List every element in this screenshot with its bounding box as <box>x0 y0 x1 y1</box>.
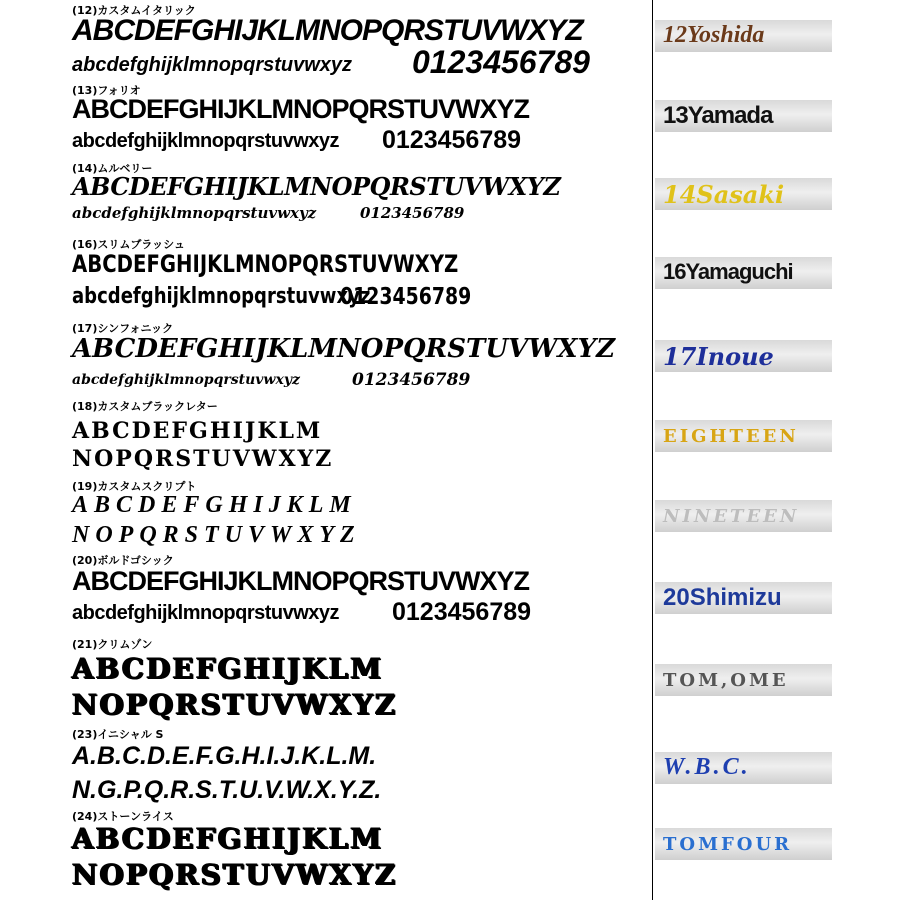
embroidery-text: TOM,OME <box>663 670 789 691</box>
specimen-label: (23)イニシャル S <box>72 728 164 741</box>
column-divider <box>652 0 653 900</box>
specimen-digits: 0123456789 <box>412 44 590 80</box>
embroidery-sample-18 <box>655 420 832 452</box>
specimen-label: (19)カスタムスクリプト <box>72 480 197 493</box>
specimen-upper: ABCDEFGHIJKLMNOPQRSTUVWXYZ <box>72 172 561 201</box>
specimen-upper: ABCDEFGHIJKLMNOPQRSTUVWXYZ <box>72 94 530 124</box>
specimen-lower: abcdefghijklmnopqrstuvwxyz <box>72 130 340 152</box>
specimen-label: (20)ボルドゴシック <box>72 554 174 567</box>
embroidery-text: 14Sasaki <box>663 180 785 209</box>
specimen-digits: 0123456789 <box>360 204 465 222</box>
specimen-digits: 0123456789 <box>392 598 532 626</box>
specimen-lower: N.G.P.Q.R.S.T.U.V.W.X.Y.Z. <box>72 776 382 804</box>
embroidery-sample-23 <box>655 752 832 784</box>
specimen-upper: ABCDEFGHIJKLMNOPQRSTUVWXYZ <box>72 566 530 596</box>
specimen-lower: NOPQRSTUVWXYZ <box>72 858 398 891</box>
specimen-label: (16)スリムブラッシュ <box>72 238 185 251</box>
specimen-digits: 0123456789 <box>340 284 472 310</box>
embroidery-text: TOMFOUR <box>663 834 793 855</box>
specimen-label: (14)ムルベリー <box>72 162 153 175</box>
specimen-upper: ABCDEFGHIJKLM <box>72 418 323 444</box>
specimen-label: (12)カスタムイタリック <box>72 4 196 17</box>
specimen-upper: ABCDEFGHIJKLMNOPQRSTUVWXYZ <box>72 334 616 364</box>
specimen-lower: abcdefghijklmnopqrstuvwxyz <box>72 372 300 388</box>
specimen-lower: NOPQRSTUVWXYZ <box>72 522 361 548</box>
specimen-lower: abcdefghijklmnopqrstuvwxyz <box>72 204 317 222</box>
embroidery-sample-24 <box>655 828 832 860</box>
embroidery-text: 20Shimizu <box>663 584 782 611</box>
specimen-upper: A.B.C.D.E.F.G.H.I.J.K.L.M. <box>72 742 377 770</box>
specimen-upper: ABCDEFGHIJKLM <box>72 492 357 518</box>
embroidery-text: 16Yamaguchi <box>663 259 793 284</box>
embroidery-sample-21 <box>655 664 832 696</box>
embroidery-sample-12 <box>655 20 832 52</box>
specimen-label: (24)ストーンライス <box>72 810 174 823</box>
specimen-upper: ABCDEFGHIJKLM <box>72 822 384 855</box>
specimen-lower: abcdefghijklmnopqrstuvwxyz <box>72 602 340 624</box>
embroidery-text: 12Yoshida <box>663 22 765 48</box>
specimen-lower: NOPQRSTUVWXYZ <box>72 446 334 472</box>
embroidery-sample-17 <box>655 340 832 372</box>
specimen-lower: abcdefghijklmnopqrstuvwxyz <box>72 284 371 309</box>
specimen-upper: ABCDEFGHIJKLMNOPQRSTUVWXYZ <box>72 250 459 278</box>
specimen-label: (21)クリムゾン <box>72 638 153 651</box>
specimen-label: (17)シンフォニック <box>72 322 174 335</box>
specimen-label: (18)カスタムブラックレター <box>72 400 218 413</box>
specimen-upper: ABCDEFGHIJKLMNOPQRSTUVWXYZ <box>72 14 583 47</box>
embroidery-sample-13 <box>655 100 832 132</box>
embroidery-sample-14 <box>655 178 832 210</box>
specimen-lower: abcdefghijklmnopqrstuvwxyz <box>72 54 353 76</box>
specimen-lower: NOPQRSTUVWXYZ <box>72 688 398 721</box>
specimen-label: (13)フォリオ <box>72 84 141 97</box>
specimen-upper: ABCDEFGHIJKLM <box>72 652 384 685</box>
embroidery-text: NINETEEN <box>663 506 800 527</box>
embroidery-sample-19 <box>655 500 832 532</box>
embroidery-sample-20 <box>655 582 832 614</box>
embroidery-text: 17Inoue <box>663 342 774 371</box>
embroidery-sample-16 <box>655 257 832 289</box>
embroidery-text: EIGHTEEN <box>663 426 799 447</box>
specimen-digits: 0123456789 <box>352 370 471 390</box>
specimen-digits: 0123456789 <box>382 126 522 154</box>
embroidery-text: 13Yamada <box>663 102 773 129</box>
embroidery-text: W.B.C. <box>663 754 751 780</box>
